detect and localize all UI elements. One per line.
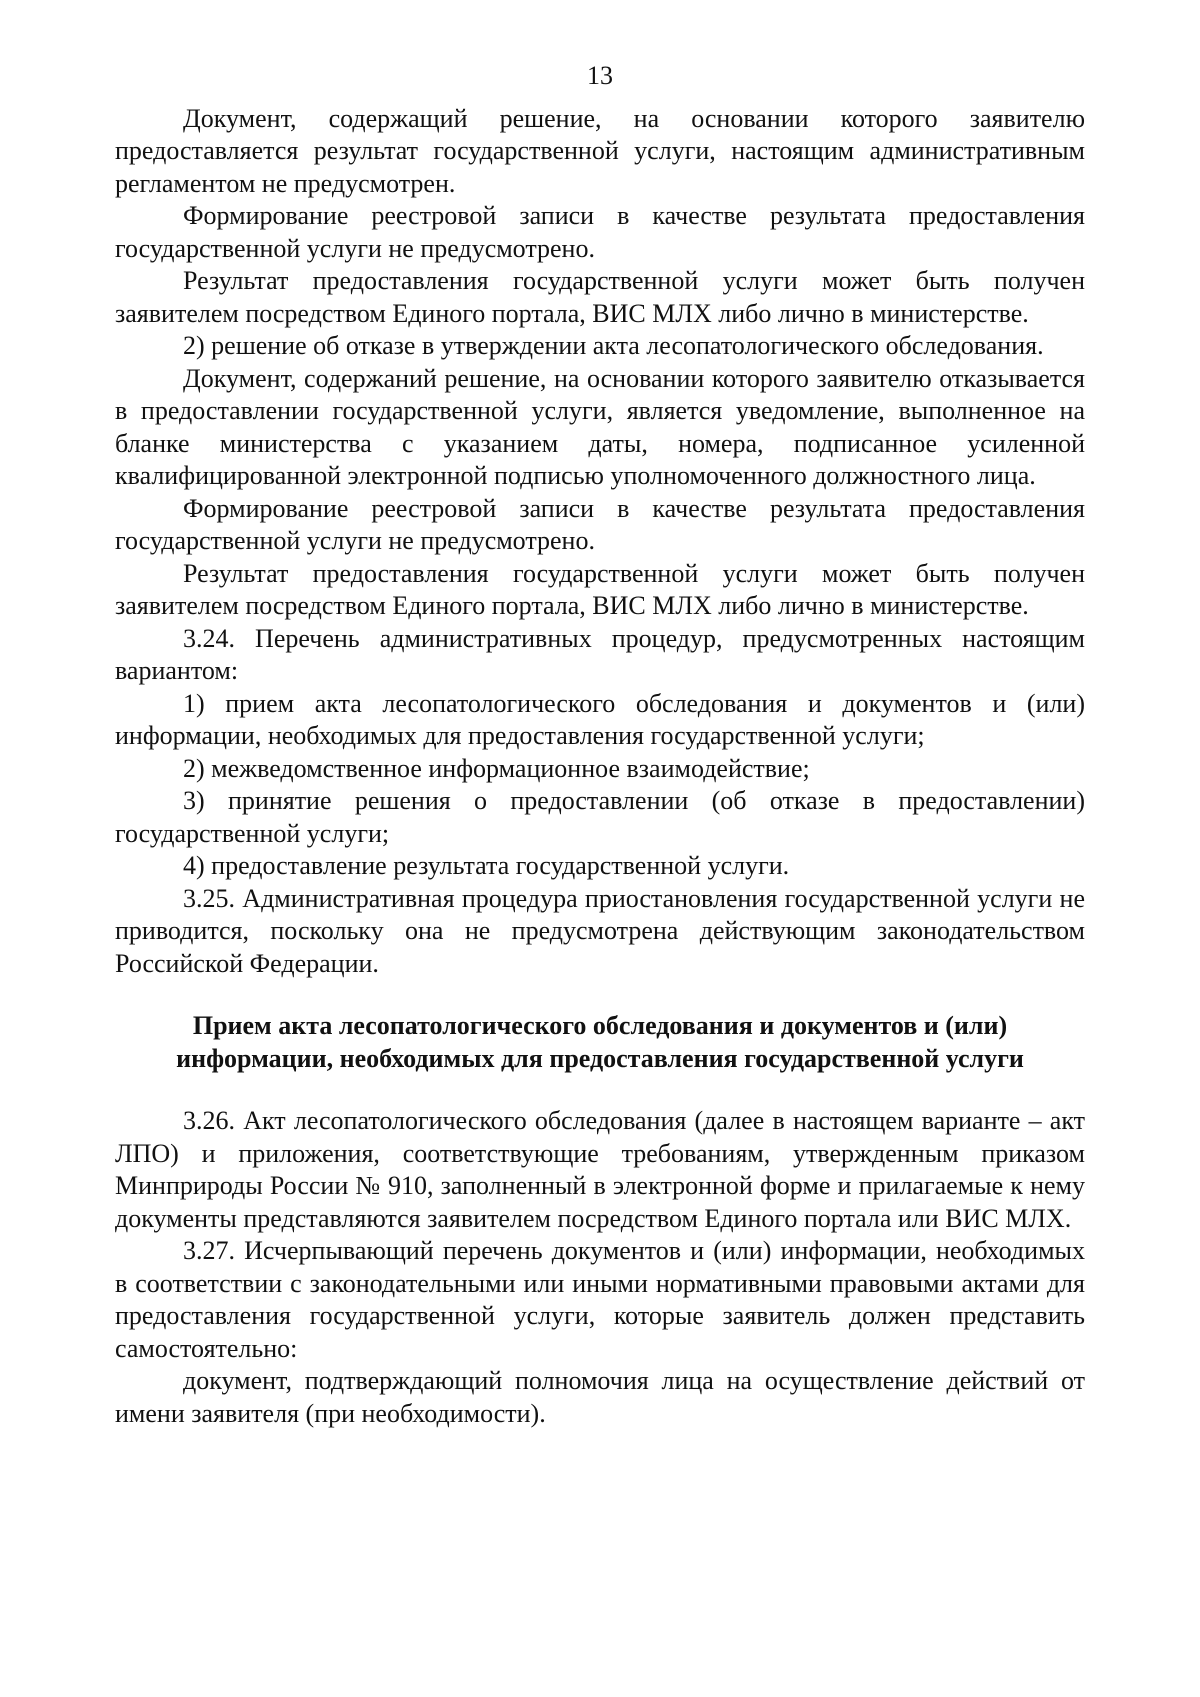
- paragraph-result-receipt-2: Результат предоставления государственной услуги может быть получен заявителем посредством Единого портала, ВИС МЛХ либо лично в министерстве.: [115, 558, 1085, 620]
- body-text-bottom: [115, 1105, 1085, 1430]
- paragraph-registry-record-2: Формирование реестровой записи в качестве результата предоставления государственной услуги не предусмотрено.: [115, 493, 1085, 555]
- list-item-2: 2) межведомственное информационное взаимодействие;: [183, 753, 810, 783]
- body-text-top: [115, 103, 1085, 981]
- paragraph-refusal-document: Документ, содержаний решение, на основании которого заявителю отказывается в предоставлении государственной услуги, является уведомление, выполненное на бланке министерства с указанием даты, номера, подписанное усиленной квалифицированной электронной подписью уполномоченного должностного лица.: [115, 363, 1085, 490]
- paragraph-refusal-decision: 2) решение об отказе в утверждении акта лесопатологического обследования.: [183, 331, 1044, 360]
- paragraph-3-24: 3.24. Перечень административных процедур, предусмотренных настоящим вариантом:: [115, 623, 1085, 685]
- paragraph-3-26: 3.26. Акт лесопатологического обследования (далее в настоящем варианте – акт ЛПО) и приложения, соответствующие требованиям, утвержденным приказом Минприроды России № 910, заполненный в электронной форме и прилагаемые к нему документы представляются заявителем посредством Единого портала или ВИС МЛХ.: [115, 1106, 1085, 1233]
- paragraph-3-25: 3.25. Административная процедура приостановления государственной услуги не приводится, поскольку она не предусмотрена действующим законодательством Российской Федерации.: [115, 883, 1085, 978]
- paragraph-result-receipt: Результат предоставления государственной услуги может быть получен заявителем посредством Единого портала, ВИС МЛХ либо лично в министерстве.: [115, 266, 1085, 328]
- paragraph-authority-document: документ, подтверждающий полномочия лица на осуществление действий от имени заявителя (при необходимости).: [115, 1366, 1085, 1428]
- paragraph-3-27: 3.27. Исчерпывающий перечень документов и (или) информации, необходимых в соответствии с законодательными или иными нормативными правовыми актами для предоставления государственной услуги, которые заявитель должен представить самостоятельно:: [115, 1236, 1085, 1363]
- paragraph-registry-record: Формирование реестровой записи в качестве результата предоставления государственной услуги не предусмотрено.: [115, 201, 1085, 263]
- list-item-1: 1) прием акта лесопатологического обследования и документов и (или) информации, необходимых для предоставления государственной услуги;: [115, 688, 1085, 750]
- document-page: [115, 60, 1085, 1430]
- section-heading: Прием акта лесопатологического обследования и документов и (или) информации, необходимых для предоставления государственной услуги: [176, 1011, 1024, 1073]
- page-number: 13: [587, 61, 613, 90]
- list-item-4: 4) предоставление результата государственной услуги.: [183, 851, 790, 880]
- list-item-3: 3) принятие решения о предоставлении (об отказе в предоставлении) государственной услуги;: [115, 786, 1085, 848]
- paragraph-result-document: Документ, содержащий решение, на основании которого заявителю предоставляется результат государственной услуги, настоящим административным регламентом не предусмотрен.: [115, 103, 1085, 198]
